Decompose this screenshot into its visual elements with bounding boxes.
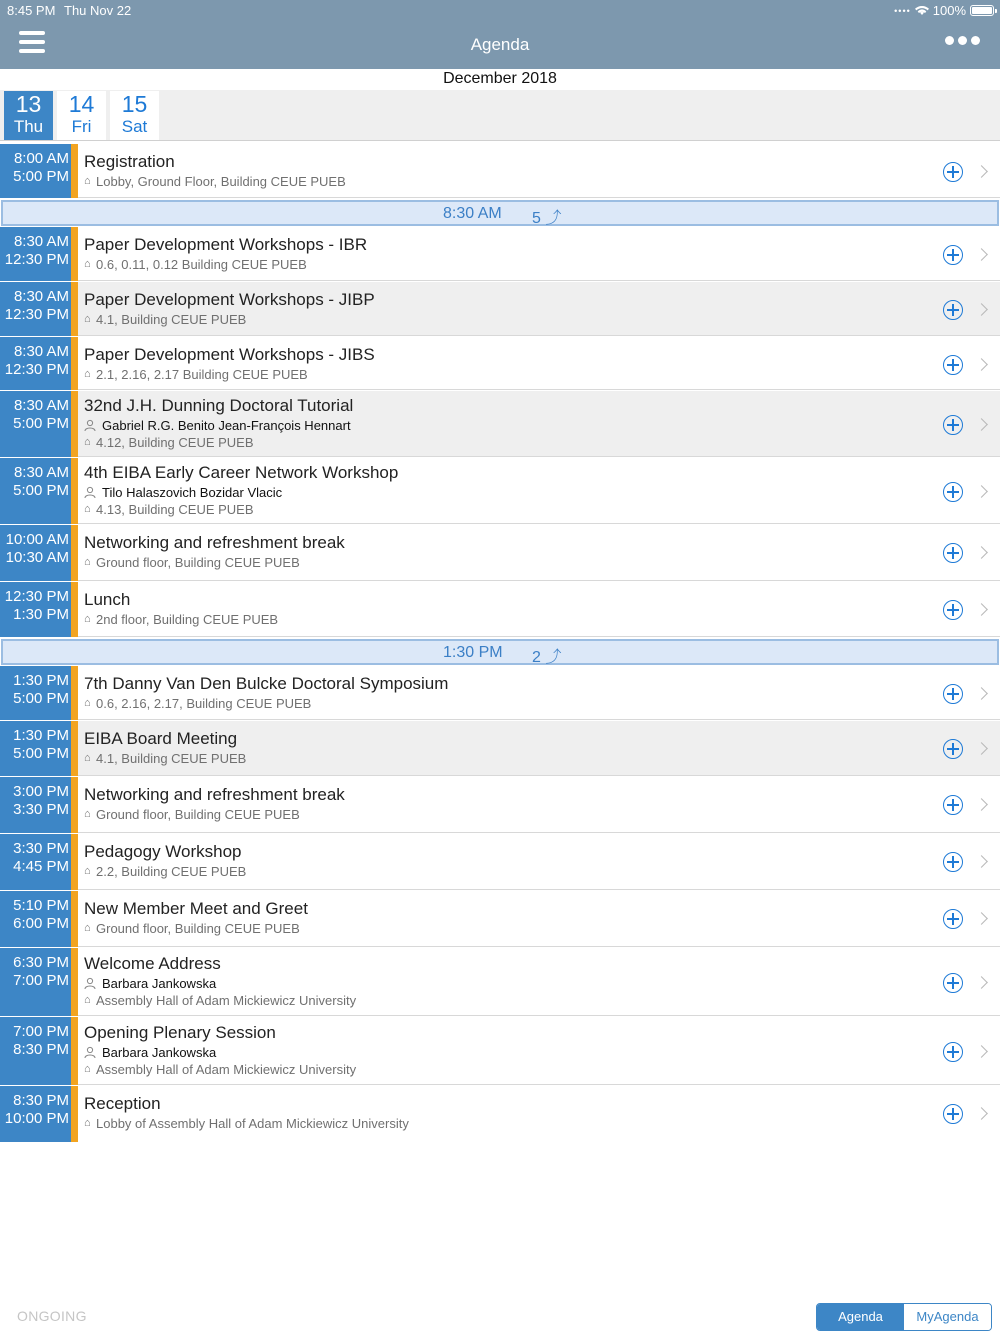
time-group-header[interactable] [1,639,999,665]
location-icon: ⌂ [84,808,91,820]
session-row[interactable] [0,834,1000,891]
location-icon: ⌂ [84,1063,91,1075]
location-icon: ⌂ [84,613,91,625]
session-row[interactable] [0,525,1000,582]
session-row[interactable] [0,948,1000,1017]
session-location: ⌂ Ground floor, Building CEUE PUEB [84,555,300,570]
session-row[interactable] [0,666,1000,721]
location-icon: ⌂ [84,865,91,877]
session-row[interactable] [0,777,1000,834]
signal-icon: •••• [894,5,911,16]
session-title: 32nd J.H. Dunning Doctoral Tutorial [84,396,354,415]
location-icon: ⌂ [84,368,91,380]
session-time: 8:00 AM 5:00 PM [0,144,71,198]
day-number: 14 [68,91,95,117]
session-title: Networking and refreshment break [84,533,345,552]
more-options-icon[interactable] [945,36,980,45]
session-time: 8:30 AM 5:00 PM [0,458,71,524]
group-time: 8:30 AM [443,205,502,222]
session-title: Registration [84,152,175,171]
day-weekday: Thu [13,117,44,136]
add-to-myagenda-icon[interactable] [943,684,963,704]
location-icon: ⌂ [84,994,91,1006]
person-icon [84,977,96,989]
track-color-stripe [71,721,78,776]
track-color-stripe [71,582,78,637]
add-to-myagenda-icon[interactable] [943,162,963,182]
track-color-stripe [71,525,78,581]
session-title: Paper Development Workshops - JIBS [84,345,375,364]
session-time: 8:30 AM 12:30 PM [0,227,71,281]
group-time: 1:30 PM [443,644,503,661]
battery-icon [970,5,994,16]
location-icon: ⌂ [84,436,91,448]
session-time: 7:00 PM 8:30 PM [0,1017,71,1085]
day-tab-14[interactable] [57,91,106,140]
add-to-myagenda-icon[interactable] [943,300,963,320]
session-title: 4th EIBA Early Career Network Workshop [84,463,399,482]
session-title: Paper Development Workshops - JIBP [84,290,375,309]
session-location: ⌂ Assembly Hall of Adam Mickiewicz University [84,1062,357,1077]
session-row[interactable] [0,282,1000,337]
day-weekday: Fri [71,117,92,136]
session-title: Opening Plenary Session [84,1023,276,1042]
navigation-bar [0,0,1000,69]
session-row[interactable] [0,891,1000,948]
session-speakers: Barbara Jankowska [84,975,1000,992]
session-speakers: Barbara Jankowska [84,1044,1000,1061]
session-row[interactable] [0,1017,1000,1086]
location-icon: ⌂ [84,697,91,709]
track-color-stripe [71,282,78,336]
add-to-myagenda-icon[interactable] [943,600,963,620]
session-time: 5:10 PM 6:00 PM [0,891,71,947]
day-tab-15[interactable] [110,91,159,140]
tab-myagenda[interactable]: MyAgenda [904,1304,991,1330]
time-group-header[interactable] [1,200,999,226]
location-icon: ⌂ [84,556,91,568]
add-to-myagenda-icon[interactable] [943,415,963,435]
session-row[interactable] [0,721,1000,777]
group-count: 5 ⤴ [532,210,562,227]
status-time: 8:45 PM [7,3,56,18]
session-row[interactable] [0,582,1000,638]
day-weekday: Sat [121,117,148,136]
session-time: 12:30 PM 1:30 PM [0,582,71,637]
session-time: 8:30 AM 12:30 PM [0,337,71,390]
session-speakers: Gabriel R.G. Benito Jean-François Hennart [84,417,1000,434]
add-to-myagenda-icon[interactable] [943,852,963,872]
location-icon: ⌂ [84,175,91,187]
agenda-list [0,144,1000,1143]
session-time: 8:30 AM 5:00 PM [0,391,71,457]
session-title: Pedagogy Workshop [84,842,242,861]
day-number: 13 [15,91,42,117]
session-location: ⌂ 4.1, Building CEUE PUEB [84,751,247,766]
add-to-myagenda-icon[interactable] [943,1042,963,1062]
session-row[interactable] [0,1086,1000,1143]
session-row[interactable] [0,391,1000,458]
session-title: Paper Development Workshops - IBR [84,235,368,254]
session-speakers: Tilo Halaszovich Bozidar Vlacic [84,484,1000,501]
wifi-icon [915,5,929,16]
group-count: 2 ⤴ [532,649,562,666]
session-location: ⌂ 4.1, Building CEUE PUEB [84,312,247,327]
add-to-myagenda-icon[interactable] [943,973,963,993]
session-row[interactable] [0,144,1000,199]
person-icon [84,1046,96,1058]
session-title: New Member Meet and Greet [84,899,308,918]
session-title: Reception [84,1094,161,1113]
track-color-stripe [71,1017,78,1085]
track-color-stripe [71,777,78,833]
add-to-myagenda-icon[interactable] [943,355,963,375]
battery-percent: 100% [932,3,966,18]
session-time: 8:30 AM 12:30 PM [0,282,71,336]
session-row[interactable] [0,458,1000,525]
session-location: ⌂ Ground floor, Building CEUE PUEB [84,807,300,822]
session-location: ⌂ Assembly Hall of Adam Mickiewicz University [84,993,357,1008]
session-location: ⌂ Lobby, Ground Floor, Building CEUE PUEB [84,174,346,189]
status-indicators [894,3,966,18]
session-title: EIBA Board Meeting [84,729,238,748]
add-to-myagenda-icon[interactable] [943,482,963,502]
location-icon: ⌂ [84,313,91,325]
session-title: Networking and refreshment break [84,785,345,804]
session-row[interactable] [0,337,1000,391]
session-location: ⌂ 0.6, 0.11, 0.12 Building CEUE PUEB [84,257,307,272]
session-time: 1:30 PM 5:00 PM [0,721,71,776]
track-color-stripe [71,391,78,457]
track-color-stripe [71,227,78,281]
track-color-stripe [71,144,78,198]
agenda-view-switcher [816,1303,992,1331]
session-location: ⌂ 4.13, Building CEUE PUEB [84,502,254,517]
session-location: ⌂ 2.2, Building CEUE PUEB [84,864,247,879]
add-to-myagenda-icon[interactable] [943,245,963,265]
day-selector [0,90,1000,141]
session-time: 3:30 PM 4:45 PM [0,834,71,890]
session-location: ⌂ Ground floor, Building CEUE PUEB [84,921,300,936]
track-color-stripe [71,834,78,890]
add-to-myagenda-icon[interactable] [943,1104,963,1124]
track-color-stripe [71,891,78,947]
session-time: 8:30 PM 10:00 PM [0,1086,71,1142]
location-icon: ⌂ [84,922,91,934]
person-icon [84,419,96,431]
status-date: Thu Nov 22 [64,3,132,18]
add-to-myagenda-icon[interactable] [943,909,963,929]
location-icon: ⌂ [84,503,91,515]
track-color-stripe [71,666,78,720]
add-to-myagenda-icon[interactable] [943,543,963,563]
session-time: 3:00 PM 3:30 PM [0,777,71,833]
session-title: Welcome Address [84,954,221,973]
location-icon: ⌂ [84,258,91,270]
session-time: 6:30 PM 7:00 PM [0,948,71,1016]
session-location: ⌂ 0.6, 2.16, 2.17, Building CEUE PUEB [84,696,312,711]
session-title: 7th Danny Van Den Bulcke Doctoral Symposium [84,674,449,693]
month-label: December 2018 [443,70,557,87]
session-row[interactable] [0,227,1000,282]
session-time: 1:30 PM 5:00 PM [0,666,71,720]
add-to-myagenda-icon[interactable] [943,739,963,759]
track-color-stripe [71,337,78,390]
session-location: ⌂ 2.1, 2.16, 2.17 Building CEUE PUEB [84,367,308,382]
day-tab-13[interactable] [4,91,53,140]
ongoing-filter-button[interactable]: ONGOING [17,1308,87,1324]
track-color-stripe [71,948,78,1016]
person-icon [84,486,96,498]
track-color-stripe [71,1086,78,1142]
track-color-stripe [71,458,78,524]
session-time: 10:00 AM 10:30 AM [0,525,71,581]
day-number: 15 [121,91,148,117]
location-icon: ⌂ [84,752,91,764]
page-title: Agenda [470,35,530,54]
tab-agenda[interactable]: Agenda [817,1304,904,1330]
session-title: Lunch [84,590,131,609]
add-to-myagenda-icon[interactable] [943,795,963,815]
session-location: ⌂ 2nd floor, Building CEUE PUEB [84,612,279,627]
session-location: ⌂ Lobby of Assembly Hall of Adam Mickiewicz University [84,1116,409,1131]
session-location: ⌂ 4.12, Building CEUE PUEB [84,435,254,450]
location-icon: ⌂ [84,1117,91,1129]
